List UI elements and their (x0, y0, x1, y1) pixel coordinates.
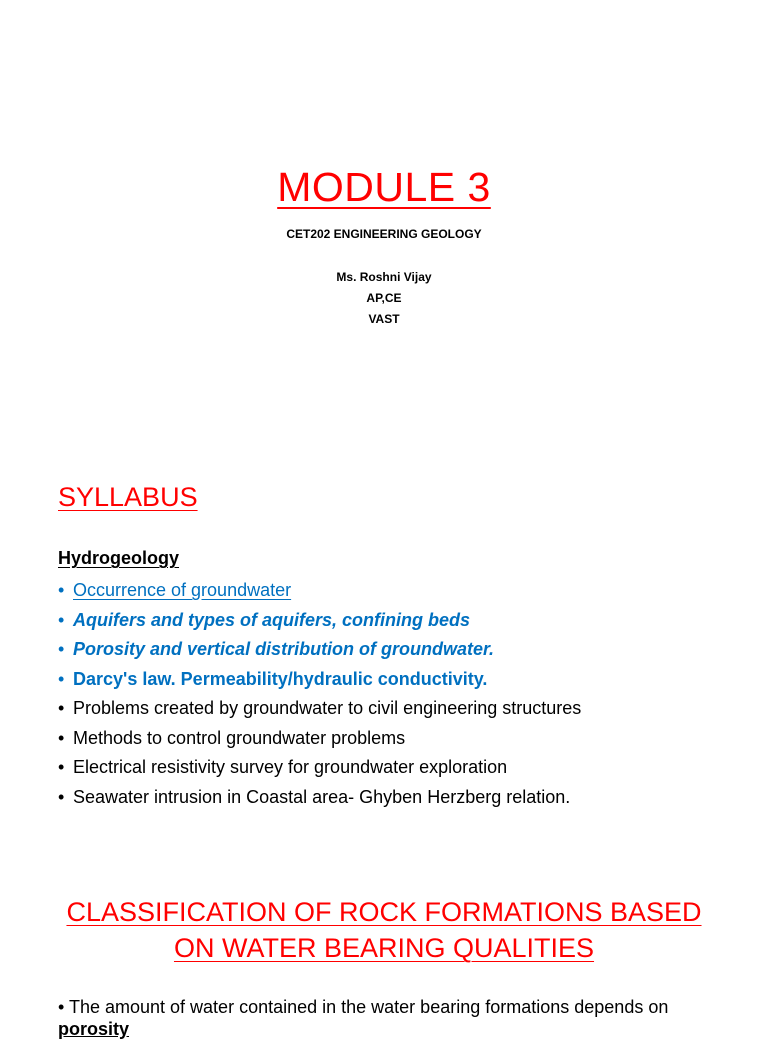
syllabus-item: Methods to control groundwater problems (73, 727, 406, 748)
bullet: • (58, 609, 65, 630)
bullet: • (58, 639, 65, 659)
syllabus-list (58, 576, 581, 812)
bullet: • (58, 668, 65, 689)
list-item (58, 606, 581, 636)
bullet: • (58, 580, 65, 600)
bullet: • (58, 698, 65, 718)
classification-slide (0, 880, 768, 1039)
author-block (0, 267, 768, 330)
classification-body-text: • The amount of water contained in the water bearing formations depends on (58, 997, 669, 1017)
syllabus-item: Seawater intrusion in Coastal area- Ghyben Herzberg relation. (73, 786, 571, 807)
syllabus-item: Porosity and vertical distribution of groundwater. (73, 639, 495, 659)
module-title: MODULE 3 (277, 164, 491, 210)
syllabus-item: Aquifers and types of aquifers, confining beds (73, 609, 471, 630)
porosity-term: porosity (58, 1019, 130, 1039)
list-item (58, 665, 581, 695)
syllabus-slide (0, 448, 768, 848)
syllabus-item: Problems created by groundwater to civil engineering structures (73, 698, 582, 718)
list-item (58, 783, 581, 813)
syllabus-item: Darcy's law. Permeability/hydraulic conductivity. (73, 668, 488, 689)
syllabus-item-link[interactable]: Occurrence of groundwater (73, 580, 292, 600)
classification-heading-line1: CLASSIFICATION OF ROCK FORMATIONS BASED (66, 897, 702, 927)
classification-heading (0, 894, 768, 966)
bullet: • (58, 786, 65, 807)
syllabus-heading: SYLLABUS (58, 482, 198, 512)
classification-heading-line2: ON WATER BEARING QUALITIES (173, 933, 595, 963)
syllabus-item: Electrical resistivity survey for groundwater exploration (73, 757, 508, 777)
bullet: • (58, 727, 65, 748)
bullet: • (58, 757, 65, 777)
list-item (58, 753, 581, 783)
list-item (58, 694, 581, 724)
list-item (58, 576, 581, 606)
author-name: Ms. Roshni Vijay (336, 270, 432, 284)
title-slide (0, 0, 768, 448)
author-role: AP,CE (366, 291, 402, 305)
classification-body (58, 996, 738, 1040)
course-code: CET202 ENGINEERING GEOLOGY (286, 227, 482, 241)
list-item (58, 635, 581, 665)
institution: VAST (368, 312, 400, 326)
hydrogeology-subheading: Hydrogeology (58, 548, 180, 568)
list-item (58, 724, 581, 754)
